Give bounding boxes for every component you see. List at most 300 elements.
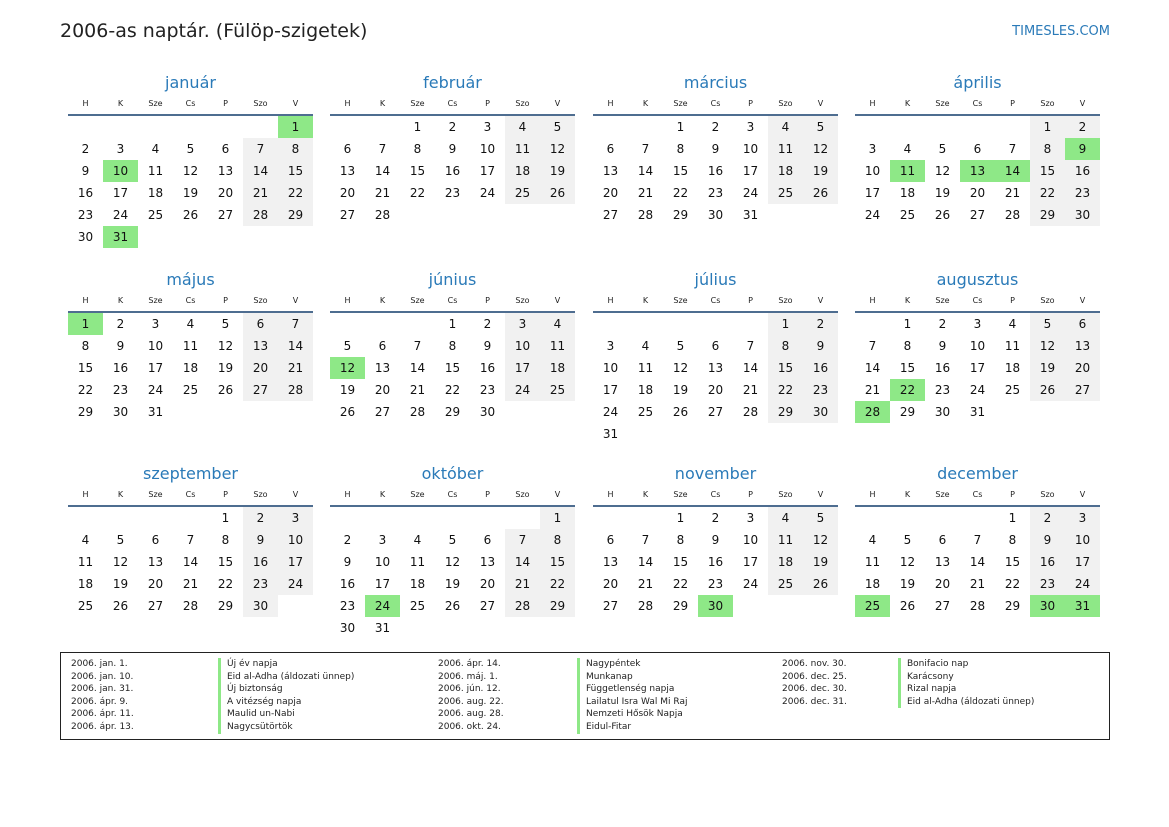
day-cell: 1 (540, 507, 575, 529)
day-cell: 7 (641, 142, 650, 156)
day-cell: 3 (606, 339, 615, 353)
week-row (593, 551, 838, 573)
day-cell: 8 (278, 138, 313, 160)
day-cell: 8 (676, 533, 685, 547)
day-cell: 7 (278, 313, 313, 335)
weekday-label: Szo (778, 296, 793, 305)
day-cell: 25 (505, 182, 540, 204)
day-cell: 14 (505, 551, 540, 573)
day-cell: 7 (186, 533, 195, 547)
weekday-label: P (485, 296, 490, 305)
day-cell: 20 (602, 577, 619, 591)
weekday-label: P (223, 99, 228, 108)
week-row (593, 313, 838, 335)
weekday-label: K (642, 490, 649, 499)
day-cell: 27 (374, 405, 391, 419)
month-name: február (423, 73, 482, 92)
weekday-label: Sze (673, 490, 688, 499)
weekday-header (855, 294, 1100, 313)
weekday-label: P (748, 490, 753, 499)
week-row (330, 335, 575, 357)
day-cell: 28 (742, 405, 759, 419)
empty-day-cell (470, 617, 505, 639)
week-row (330, 357, 575, 379)
day-cell: 18 (899, 186, 916, 200)
day-cell: 5 (938, 142, 947, 156)
day-cell: 26 (444, 599, 461, 613)
weekday-label: V (554, 296, 561, 305)
week-row (68, 226, 313, 248)
weekday-label: Szo (1040, 99, 1055, 108)
week-row (593, 357, 838, 379)
weekday-label: K (904, 296, 911, 305)
month-8 (855, 269, 1100, 423)
holiday-date: 2006. jan. 10. (71, 671, 134, 682)
weekday-label: K (117, 490, 124, 499)
empty-day-cell (208, 116, 243, 138)
empty-day-cell (400, 313, 435, 335)
empty-day-cell (733, 313, 768, 335)
holiday-name: Lailatul Isra Wal Mi Raj (577, 696, 687, 709)
week-row (593, 335, 838, 357)
day-cell: 8 (1030, 138, 1065, 160)
day-cell: 3 (278, 507, 313, 529)
week-row (68, 507, 313, 529)
week-row (855, 138, 1100, 160)
empty-day-cell (628, 423, 663, 445)
day-cell: 25 (768, 573, 803, 595)
empty-day-cell (593, 313, 628, 335)
day-cell: 21 (637, 577, 654, 591)
week-row (68, 116, 313, 138)
day-cell: 2 (81, 142, 90, 156)
month-name: április (953, 73, 1002, 92)
weekday-label: Szo (253, 490, 268, 499)
holiday-day-cell: 12 (330, 357, 365, 379)
day-cell: 28 (374, 208, 391, 222)
empty-day-cell (400, 507, 435, 529)
holiday-day-cell: 10 (103, 160, 138, 182)
weekday-label: V (554, 99, 561, 108)
empty-day-cell (173, 116, 208, 138)
holiday-day-cell: 30 (698, 595, 733, 617)
day-cell: 1 (1008, 511, 1017, 525)
weekday-label: Cs (447, 296, 458, 305)
week-row (68, 529, 313, 551)
empty-day-cell (855, 116, 890, 138)
week-row (68, 551, 313, 573)
weekday-label: H (344, 490, 351, 499)
weekday-label: Cs (185, 99, 196, 108)
day-cell: 7 (505, 529, 540, 551)
holiday-name: Eid al-Adha (áldozati ünnep) (218, 671, 354, 684)
day-cell: 16 (707, 555, 724, 569)
week-row (330, 595, 575, 617)
day-cell: 2 (448, 120, 457, 134)
weekday-label: V (1079, 490, 1086, 499)
day-cell: 1 (221, 511, 230, 525)
month-name: március (683, 73, 748, 92)
weekday-label: Sze (148, 99, 163, 108)
weekday-label: Cs (972, 296, 983, 305)
day-cell: 19 (339, 383, 356, 397)
week-row (68, 138, 313, 160)
day-cell: 20 (243, 357, 278, 379)
day-cell: 3 (973, 317, 982, 331)
day-cell: 14 (374, 164, 391, 178)
day-cell: 20 (147, 577, 164, 591)
day-cell: 5 (903, 533, 912, 547)
day-cell: 24 (278, 573, 313, 595)
weekday-label: Sze (410, 99, 425, 108)
day-cell: 6 (243, 313, 278, 335)
day-cell: 2 (711, 511, 720, 525)
weekday-label: Cs (710, 99, 721, 108)
week-row (68, 595, 313, 617)
day-cell: 17 (112, 186, 129, 200)
day-cell: 19 (1030, 357, 1065, 379)
weekday-label: V (554, 490, 561, 499)
day-cell: 7 (243, 138, 278, 160)
day-cell: 17 (742, 555, 759, 569)
weekday-label: K (642, 296, 649, 305)
holiday-day-cell: 1 (278, 116, 313, 138)
holiday-name: A vitézség napja (218, 696, 301, 709)
weekday-label: K (117, 99, 124, 108)
day-cell: 20 (339, 186, 356, 200)
day-cell: 4 (868, 533, 877, 547)
day-cell: 25 (899, 208, 916, 222)
week-row (330, 573, 575, 595)
day-cell: 22 (540, 573, 575, 595)
day-cell: 22 (672, 577, 689, 591)
day-cell: 26 (899, 599, 916, 613)
weekday-label: V (817, 296, 824, 305)
day-cell: 11 (182, 339, 199, 353)
weekday-label: H (344, 296, 351, 305)
day-cell: 28 (637, 208, 654, 222)
empty-day-cell (663, 313, 698, 335)
day-cell: 6 (343, 142, 352, 156)
day-cell: 27 (339, 208, 356, 222)
month-name: december (937, 464, 1018, 483)
holiday-day-cell: 25 (855, 595, 890, 617)
holiday-day-cell: 24 (365, 595, 400, 617)
day-cell: 27 (934, 599, 951, 613)
day-cell: 7 (1008, 142, 1017, 156)
weekday-label: Cs (972, 490, 983, 499)
holiday-date: 2006. jún. 12. (438, 684, 501, 695)
week-row (855, 507, 1100, 529)
day-cell: 30 (243, 595, 278, 617)
month-name: január (165, 73, 216, 92)
day-cell: 15 (77, 361, 94, 375)
day-cell: 26 (803, 573, 838, 595)
week-row (330, 617, 575, 639)
day-cell: 20 (479, 577, 496, 591)
week-row (330, 138, 575, 160)
day-cell: 14 (637, 555, 654, 569)
brand-link[interactable]: TIMESLES.COM (1012, 24, 1110, 39)
week-row (593, 204, 838, 226)
day-cell: 30 (77, 230, 94, 244)
day-cell: 15 (672, 555, 689, 569)
week-row (855, 116, 1100, 138)
weekday-label: Szo (1040, 490, 1055, 499)
week-row (68, 182, 313, 204)
day-cell: 27 (602, 599, 619, 613)
empty-day-cell (628, 116, 663, 138)
day-cell: 8 (540, 529, 575, 551)
day-cell: 28 (505, 595, 540, 617)
weekday-label: H (869, 296, 876, 305)
day-cell: 16 (112, 361, 129, 375)
day-cell: 3 (505, 313, 540, 335)
day-cell: 5 (343, 339, 352, 353)
day-cell: 27 (969, 208, 986, 222)
week-row (593, 182, 838, 204)
day-cell: 21 (864, 383, 881, 397)
day-cell: 15 (444, 361, 461, 375)
empty-day-cell (768, 595, 803, 617)
day-cell: 16 (934, 361, 951, 375)
day-cell: 24 (1065, 573, 1100, 595)
weekday-header (330, 294, 575, 313)
day-cell: 5 (186, 142, 195, 156)
week-row (855, 335, 1100, 357)
day-cell: 26 (217, 383, 234, 397)
day-cell: 10 (864, 164, 881, 178)
day-cell: 30 (339, 621, 356, 635)
day-cell: 28 (969, 599, 986, 613)
day-cell: 3 (116, 142, 125, 156)
day-cell: 13 (707, 361, 724, 375)
day-cell: 29 (77, 405, 94, 419)
day-cell: 28 (182, 599, 199, 613)
weekday-label: Szo (515, 296, 530, 305)
weekday-label: V (817, 99, 824, 108)
day-cell: 8 (221, 533, 230, 547)
month-5 (68, 269, 313, 423)
day-cell: 27 (1065, 379, 1100, 401)
day-cell: 18 (768, 160, 803, 182)
day-cell: 11 (768, 138, 803, 160)
month-9 (68, 463, 313, 617)
week-row (68, 335, 313, 357)
day-cell: 21 (1004, 186, 1021, 200)
empty-day-cell (803, 204, 838, 226)
weekday-label: H (344, 99, 351, 108)
weekday-header (68, 294, 313, 313)
day-cell: 26 (1030, 379, 1065, 401)
day-cell: 28 (278, 379, 313, 401)
day-cell: 22 (278, 182, 313, 204)
empty-day-cell (540, 401, 575, 423)
weekday-label: V (292, 490, 299, 499)
day-cell: 13 (934, 555, 951, 569)
day-cell: 21 (374, 186, 391, 200)
weekday-label: Cs (710, 296, 721, 305)
day-cell: 23 (77, 208, 94, 222)
day-cell: 1 (768, 313, 803, 335)
holiday-day-cell: 28 (855, 401, 890, 423)
holiday-date: 2006. ápr. 13. (71, 721, 134, 732)
empty-day-cell (628, 313, 663, 335)
holiday-day-cell: 30 (1030, 595, 1065, 617)
holiday-date: 2006. nov. 30. (782, 659, 847, 669)
day-cell: 10 (278, 529, 313, 551)
day-cell: 29 (672, 599, 689, 613)
day-cell: 23 (444, 186, 461, 200)
weekday-header (330, 97, 575, 116)
day-cell: 1 (448, 317, 457, 331)
day-cell: 10 (479, 142, 496, 156)
day-cell: 10 (602, 361, 619, 375)
weekday-label: Cs (185, 296, 196, 305)
day-cell: 30 (934, 405, 951, 419)
day-cell: 10 (969, 339, 986, 353)
day-cell: 3 (746, 120, 755, 134)
holiday-name: Új év napja (218, 658, 278, 671)
day-cell: 16 (243, 551, 278, 573)
holiday-name: Eidul-Fitar (577, 721, 631, 734)
weekday-label: V (1079, 296, 1086, 305)
day-cell: 21 (637, 186, 654, 200)
day-cell: 2 (343, 533, 352, 547)
day-cell: 17 (278, 551, 313, 573)
day-cell: 23 (934, 383, 951, 397)
day-cell: 22 (217, 577, 234, 591)
day-cell: 26 (934, 208, 951, 222)
day-cell: 23 (707, 186, 724, 200)
day-cell: 9 (1030, 529, 1065, 551)
day-cell: 22 (672, 186, 689, 200)
day-cell: 6 (606, 533, 615, 547)
holiday-legend (60, 652, 1110, 740)
day-cell: 31 (147, 405, 164, 419)
day-cell: 16 (77, 186, 94, 200)
day-cell: 26 (803, 182, 838, 204)
day-cell: 11 (1004, 339, 1021, 353)
day-cell: 2 (116, 317, 125, 331)
day-cell: 24 (864, 208, 881, 222)
empty-day-cell (733, 423, 768, 445)
day-cell: 19 (444, 577, 461, 591)
week-row (855, 204, 1100, 226)
weekday-header (593, 294, 838, 313)
weekday-label: V (292, 296, 299, 305)
day-cell: 9 (81, 164, 90, 178)
day-cell: 17 (864, 186, 881, 200)
weekday-label: H (82, 296, 89, 305)
week-row (593, 573, 838, 595)
day-cell: 13 (147, 555, 164, 569)
day-cell: 6 (483, 533, 492, 547)
day-cell: 2 (1065, 116, 1100, 138)
day-cell: 4 (413, 533, 422, 547)
holiday-date: 2006. jan. 1. (71, 659, 128, 669)
day-cell: 26 (540, 182, 575, 204)
day-cell: 21 (243, 182, 278, 204)
day-cell: 7 (413, 339, 422, 353)
day-cell: 4 (186, 317, 195, 331)
day-cell: 27 (707, 405, 724, 419)
empty-day-cell (470, 507, 505, 529)
day-cell: 4 (505, 116, 540, 138)
empty-day-cell (960, 507, 995, 529)
empty-day-cell (540, 617, 575, 639)
day-cell: 15 (409, 164, 426, 178)
holiday-date: 2006. máj. 1. (438, 671, 498, 682)
day-cell: 9 (711, 533, 720, 547)
week-row (330, 529, 575, 551)
holiday-name: Új biztonság (218, 683, 283, 696)
weekday-header (593, 97, 838, 116)
day-cell: 22 (768, 379, 803, 401)
holiday-name: Maulid un-Nabi (218, 708, 295, 721)
month-name: május (166, 270, 215, 289)
empty-day-cell (400, 204, 435, 226)
day-cell: 30 (479, 405, 496, 419)
weekday-label: Szo (253, 99, 268, 108)
day-cell: 27 (147, 599, 164, 613)
weekday-label: H (869, 99, 876, 108)
day-cell: 4 (768, 116, 803, 138)
month-name: július (694, 270, 737, 289)
day-cell: 25 (182, 383, 199, 397)
empty-day-cell (173, 226, 208, 248)
day-cell: 25 (540, 379, 575, 401)
holiday-date: 2006. dec. 30. (782, 684, 847, 695)
month-6 (330, 269, 575, 423)
day-cell: 18 (768, 551, 803, 573)
day-cell: 5 (540, 116, 575, 138)
month-3 (593, 72, 838, 226)
day-cell: 10 (374, 555, 391, 569)
day-cell: 3 (151, 317, 160, 331)
day-cell: 11 (637, 361, 654, 375)
weekday-label: K (379, 99, 386, 108)
day-cell: 6 (711, 339, 720, 353)
day-cell: 3 (378, 533, 387, 547)
day-cell: 18 (637, 383, 654, 397)
day-cell: 30 (112, 405, 129, 419)
weekday-header (855, 488, 1100, 507)
day-cell: 6 (378, 339, 387, 353)
day-cell: 20 (217, 186, 234, 200)
empty-day-cell (278, 226, 313, 248)
day-cell: 22 (444, 383, 461, 397)
holiday-day-cell: 22 (890, 379, 925, 401)
weekday-header (330, 488, 575, 507)
day-cell: 4 (641, 339, 650, 353)
day-cell: 24 (742, 186, 759, 200)
day-cell: 18 (540, 357, 575, 379)
day-cell: 15 (768, 357, 803, 379)
weekday-label: P (223, 296, 228, 305)
holiday-day-cell: 13 (960, 160, 995, 182)
day-cell: 17 (602, 383, 619, 397)
day-cell: 10 (742, 533, 759, 547)
empty-day-cell (960, 116, 995, 138)
day-cell: 26 (672, 405, 689, 419)
week-row (855, 401, 1100, 423)
day-cell: 18 (147, 186, 164, 200)
weekday-label: H (82, 490, 89, 499)
week-row (593, 507, 838, 529)
day-cell: 4 (768, 507, 803, 529)
empty-day-cell (890, 507, 925, 529)
